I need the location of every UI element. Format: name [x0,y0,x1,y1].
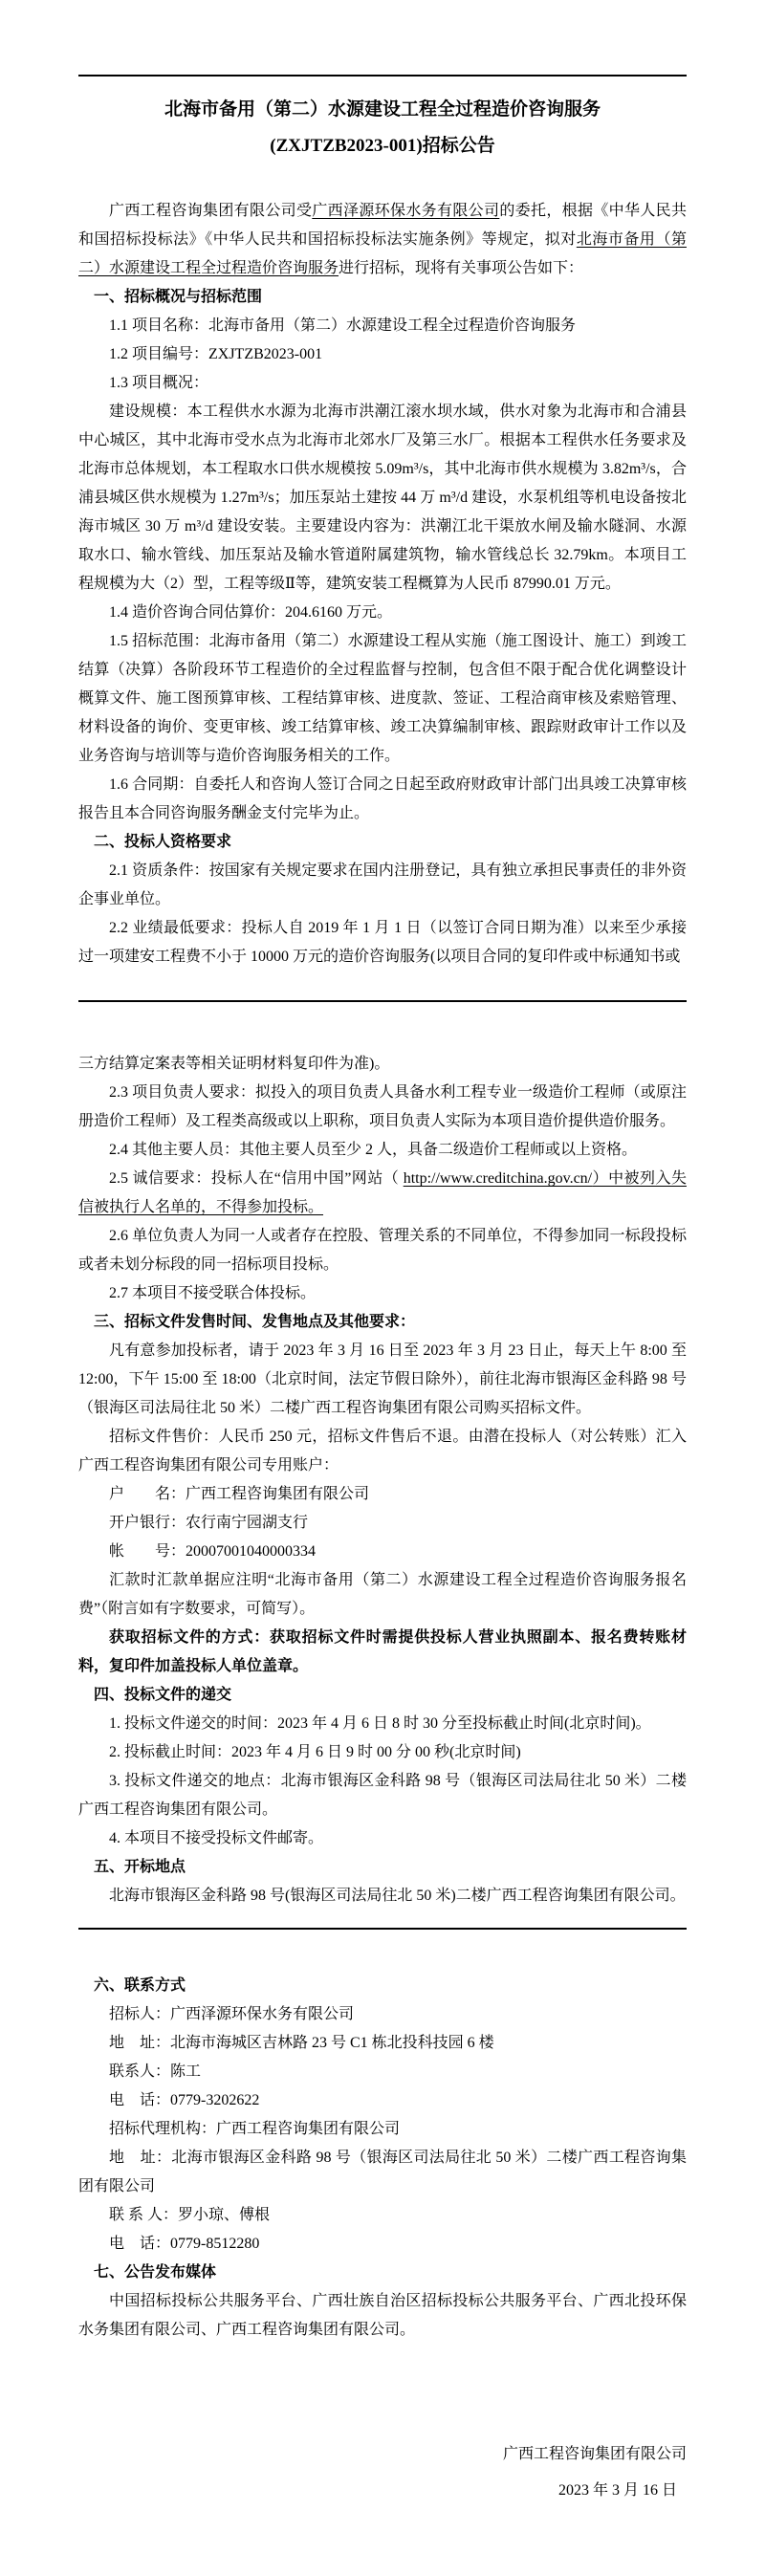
no-consortium-line [78,1279,687,1308]
remittance-note-paragraph [78,1566,687,1624]
document-body [78,75,687,2509]
project-overview-label [78,369,687,398]
tender-scope-paragraph [78,627,687,771]
text-run: 招标代理机构：广西工程咨询集团有限公司 [109,2121,401,2137]
text-run: 联 系 人：罗小琼、傅根 [109,2207,271,2223]
account-name-line [78,1480,687,1509]
project-name-underlined: 北海市备用（第二）水源建设工程全过程造价咨询服务 [78,231,687,276]
text-run: 获取招标文件的方式：获取招标文件时需提供投标人营业执照副本、报名费转账材料，复印件加盖投标人单位盖章。 [78,1629,687,1674]
signature-date [78,2473,687,2509]
text-run: 中国招标投标公共服务平台、广西壮族自治区招标投标公共服务平台、广西北投环保水务集团有限公司、广西工程咨询集团有限公司。 [78,2293,687,2338]
page-divider-2 [78,1928,687,1930]
section-2-heading: 二、投标人资格要求 [94,834,232,850]
project-leader-requirement-paragraph [78,1079,687,1136]
key-staff-requirement-line [78,1136,687,1165]
document-price-paragraph [78,1423,687,1480]
text-run: 北海市银海区金科路 98 号(银海区司法局往北 50 米)二楼广西工程咨询集团有限公司。 [109,1888,686,1904]
agency-phone-line [78,2230,687,2259]
text-run: 电 话：0779-8512280 [109,2236,260,2252]
text-run: 1. 投标文件递交的时间：2023 年 4 月 6 日 8 时 30 分至投标截止时间(北京时间)。 [109,1715,651,1732]
tenderee-contact-line [78,2058,687,2086]
text-run: 1.5 招标范围：北海市备用（第二）水源建设工程从实施（施工图设计、施工）到竣工结算（决算）各阶段环节工程造价的全过程监督与控制，包含但不限于配合优化调整设计概算文件、施工图预算审核、工程结算审核、进度款、签证、工程洽商审核及索赔管理、材料设备的询价、变更审核、竣工结算审核、竣工决算编制审核、跟踪财政审计工作以及业务咨询与培训等与造价咨询服务相关的工作。 [78,633,687,764]
media-paragraph [78,2287,687,2345]
contract-period-paragraph [78,771,687,828]
text-run: ）中被列入失信被执行人名单的，不得参加投标。 [78,1170,687,1215]
intro-paragraph [78,197,687,283]
text-run: 建设规模：本工程供水水源为北海市洪潮江滚水坝水域，供水对象为北海市和合浦县中心城区，其中北海市受水点为北海市北郊水厂及第三水厂。根据本工程供水任务要求及北海市总体规划，本工程取水口供水规模按 5.09m³/s，其中北海市供水规模为 3.82m³/s，合浦县城区供水规模为 1.27m³/s；加压泵站土建按 44 万 m³/d 建设，水泵机组等机电设备按北海市城区 30 万 m³/d 建设安装。主要建设内容为：洪潮江北干渠放水闸及输水隧洞、水源取水口、输水管线、加压泵站及输水管道附属建筑物，输水管线总长 32.79km。本项目工程规模为大（2）型，工程等级Ⅱ等，建筑安装工程概算为人民币 87990.01 万元。 [78,404,687,592]
submission-time-line [78,1710,687,1738]
same-legal-person-paragraph [78,1222,687,1279]
text-run: 2.6 单位负责人为同一人或者存在控股、管理关系的不同单位，不得参加同一标段投标或者未划分标段的同一招标项目投标。 [78,1228,687,1273]
qualification-paragraph [78,857,687,914]
text-run: 招标人：广西泽源环保水务有限公司 [109,2006,355,2022]
tenderee-address-line [78,2029,687,2058]
text-run: 1.2 项目编号：ZXJTZB2023-001 [109,346,323,362]
credit-china-url: http://www.creditchina.gov.cn/ [403,1170,593,1187]
section-5-heading: 五、开标地点 [94,1859,186,1875]
text-run: 1.4 造价咨询合同估算价：204.6160 万元。 [109,604,393,621]
text-run: 进行招标，现将有关事项公告如下： [339,260,584,276]
title-line-1: 北海市备用（第二）水源建设工程全过程造价咨询服务 [164,99,601,120]
section-7-heading: 七、公告发布媒体 [94,2264,217,2281]
text-run: 1.3 项目概况： [109,375,209,391]
tender-announcement-document [0,75,765,2576]
construction-scale-paragraph [78,398,687,599]
text-run: 2. 投标截止时间：2023 年 4 月 6 日 9 时 00 分 00 秒(北京时间) [109,1744,521,1760]
tenderee-name-underlined: 广西泽源环保水务有限公司 [312,203,500,219]
obtain-method-paragraph [78,1624,687,1681]
text-run: 地 址：北海市银海区金科路 98 号（银海区司法局往北 50 米）二楼广西工程咨询集团有限公司 [78,2150,687,2194]
text-run: 凡有意参加投标者，请于 2023 年 3 月 16 日至 2023 年 3 月 23 日止，每天上午 8:00 至 12:00，下午 15:00 至 18:00（北京时间，法定节假日除外），前往北海市银海区金科路 98 号（银海区司法局往北 50 米）二楼广西工程咨询集团有限公司购买招标文件。 [78,1343,687,1416]
credit-requirement-paragraph [78,1165,687,1222]
text-run: 帐 号：20007001040000334 [109,1543,317,1560]
text-run: 1.1 项目名称：北海市备用（第二）水源建设工程全过程造价咨询服务 [109,317,577,334]
signature-company [78,2436,687,2473]
no-mailing-line [78,1824,687,1853]
account-number-line [78,1538,687,1566]
text-run: 广西工程咨询集团有限公司 [502,2446,687,2462]
bid-opening-place-paragraph [78,1882,687,1910]
text-run: 2.1 资质条件：按国家有关规定要求在国内注册登记，具有独立承担民事责任的非外资企事业单位。 [78,862,687,907]
text-run: 联系人：陈工 [109,2063,202,2080]
text-run: 地 址：北海市海城区吉林路 23 号 C1 栋北投科技园 6 楼 [109,2035,494,2051]
text-run: 三方结算定案表等相关证明材料复印件为准)。 [78,1056,390,1072]
submission-place-paragraph [78,1767,687,1824]
text-run: 招标文件售价：人民币 250 元，招标文件售后不退。由潜在投标人（对公转账）汇入广西工程咨询集团有限公司专用账户： [78,1429,687,1474]
text-run: 2.3 项目负责人要求：拟投入的项目负责人具备水利工程专业一级造价工程师（或原注册造价工程师）及工程类高级或以上职称，项目负责人实际为本项目造价提供造价服务。 [78,1084,687,1129]
performance-requirement-continuation [78,1050,687,1079]
agency-contact-line [78,2201,687,2230]
text-run: 1.6 合同期：自委托人和咨询人签订合同之日起至政府财政审计部门出具竣工决算审核报告且本合同咨询服务酬金支付完毕为止。 [78,776,687,821]
section-6-heading: 六、联系方式 [94,1977,186,1994]
text-run: 户 名：广西工程咨询集团有限公司 [109,1486,370,1502]
project-name-line [78,312,687,340]
document-title [107,92,658,164]
text-run: 2.2 业绩最低要求：投标人自 2019 年 1 月 1 日（以签订合同日期为准）以来至少承接过一项建安工程费不小于 10000 万元的造价咨询服务(以项目合同的复印件或中标通知书或 [78,920,687,965]
deadline-line [78,1738,687,1767]
section-1-heading: 一、招标概况与招标范围 [94,289,263,305]
page-divider-1 [78,1000,687,1002]
contract-estimate-line [78,599,687,627]
tenderee-phone-line [78,2086,687,2115]
text-run: 汇款时汇款单据应注明“北海市备用（第二）水源建设工程全过程造价咨询服务报名费”（附言如有字数要求，可简写）。 [78,1572,687,1617]
title-line-2: (ZXJTZB2023-001)招标公告 [270,136,495,156]
text-run: 的委托，根据《中华人民共和国招标投标法》《中华人民共和国招标投标法实施条例》等规定，拟对 [78,203,687,248]
text-run: 2.4 其他主要人员：其他主要人员至少 2 人，具备二级造价工程师或以上资格。 [109,1142,638,1158]
agency-line [78,2115,687,2144]
agency-address-paragraph [78,2144,687,2201]
page-divider-top [78,75,687,76]
text-run: 2.5 诚信要求：投标人在“信用中国”网站（ [109,1170,404,1187]
text-run: 开户银行：农行南宁园湖支行 [109,1515,309,1531]
text-run: 2.7 本项目不接受联合体投标。 [109,1285,317,1301]
performance-requirement-paragraph [78,914,687,971]
section-3-heading: 三、招标文件发售时间、发售地点及其他要求： [94,1314,416,1330]
text-run: 3. 投标文件递交的地点：北海市银海区金科路 98 号（银海区司法局往北 50 米）二楼广西工程咨询集团有限公司。 [78,1773,687,1818]
tenderee-line [78,2000,687,2029]
text-run: 电 话：0779-3202622 [109,2092,260,2108]
text-run: 2023 年 3 月 16 日 [557,2482,677,2499]
text-run: 广西工程咨询集团有限公司受 [109,203,313,219]
section-4-heading: 四、投标文件的递交 [94,1687,232,1703]
document-sale-paragraph [78,1337,687,1423]
text-run: 4. 本项目不接受投标文件邮寄。 [109,1830,324,1846]
project-number-line [78,340,687,369]
bank-line [78,1509,687,1538]
